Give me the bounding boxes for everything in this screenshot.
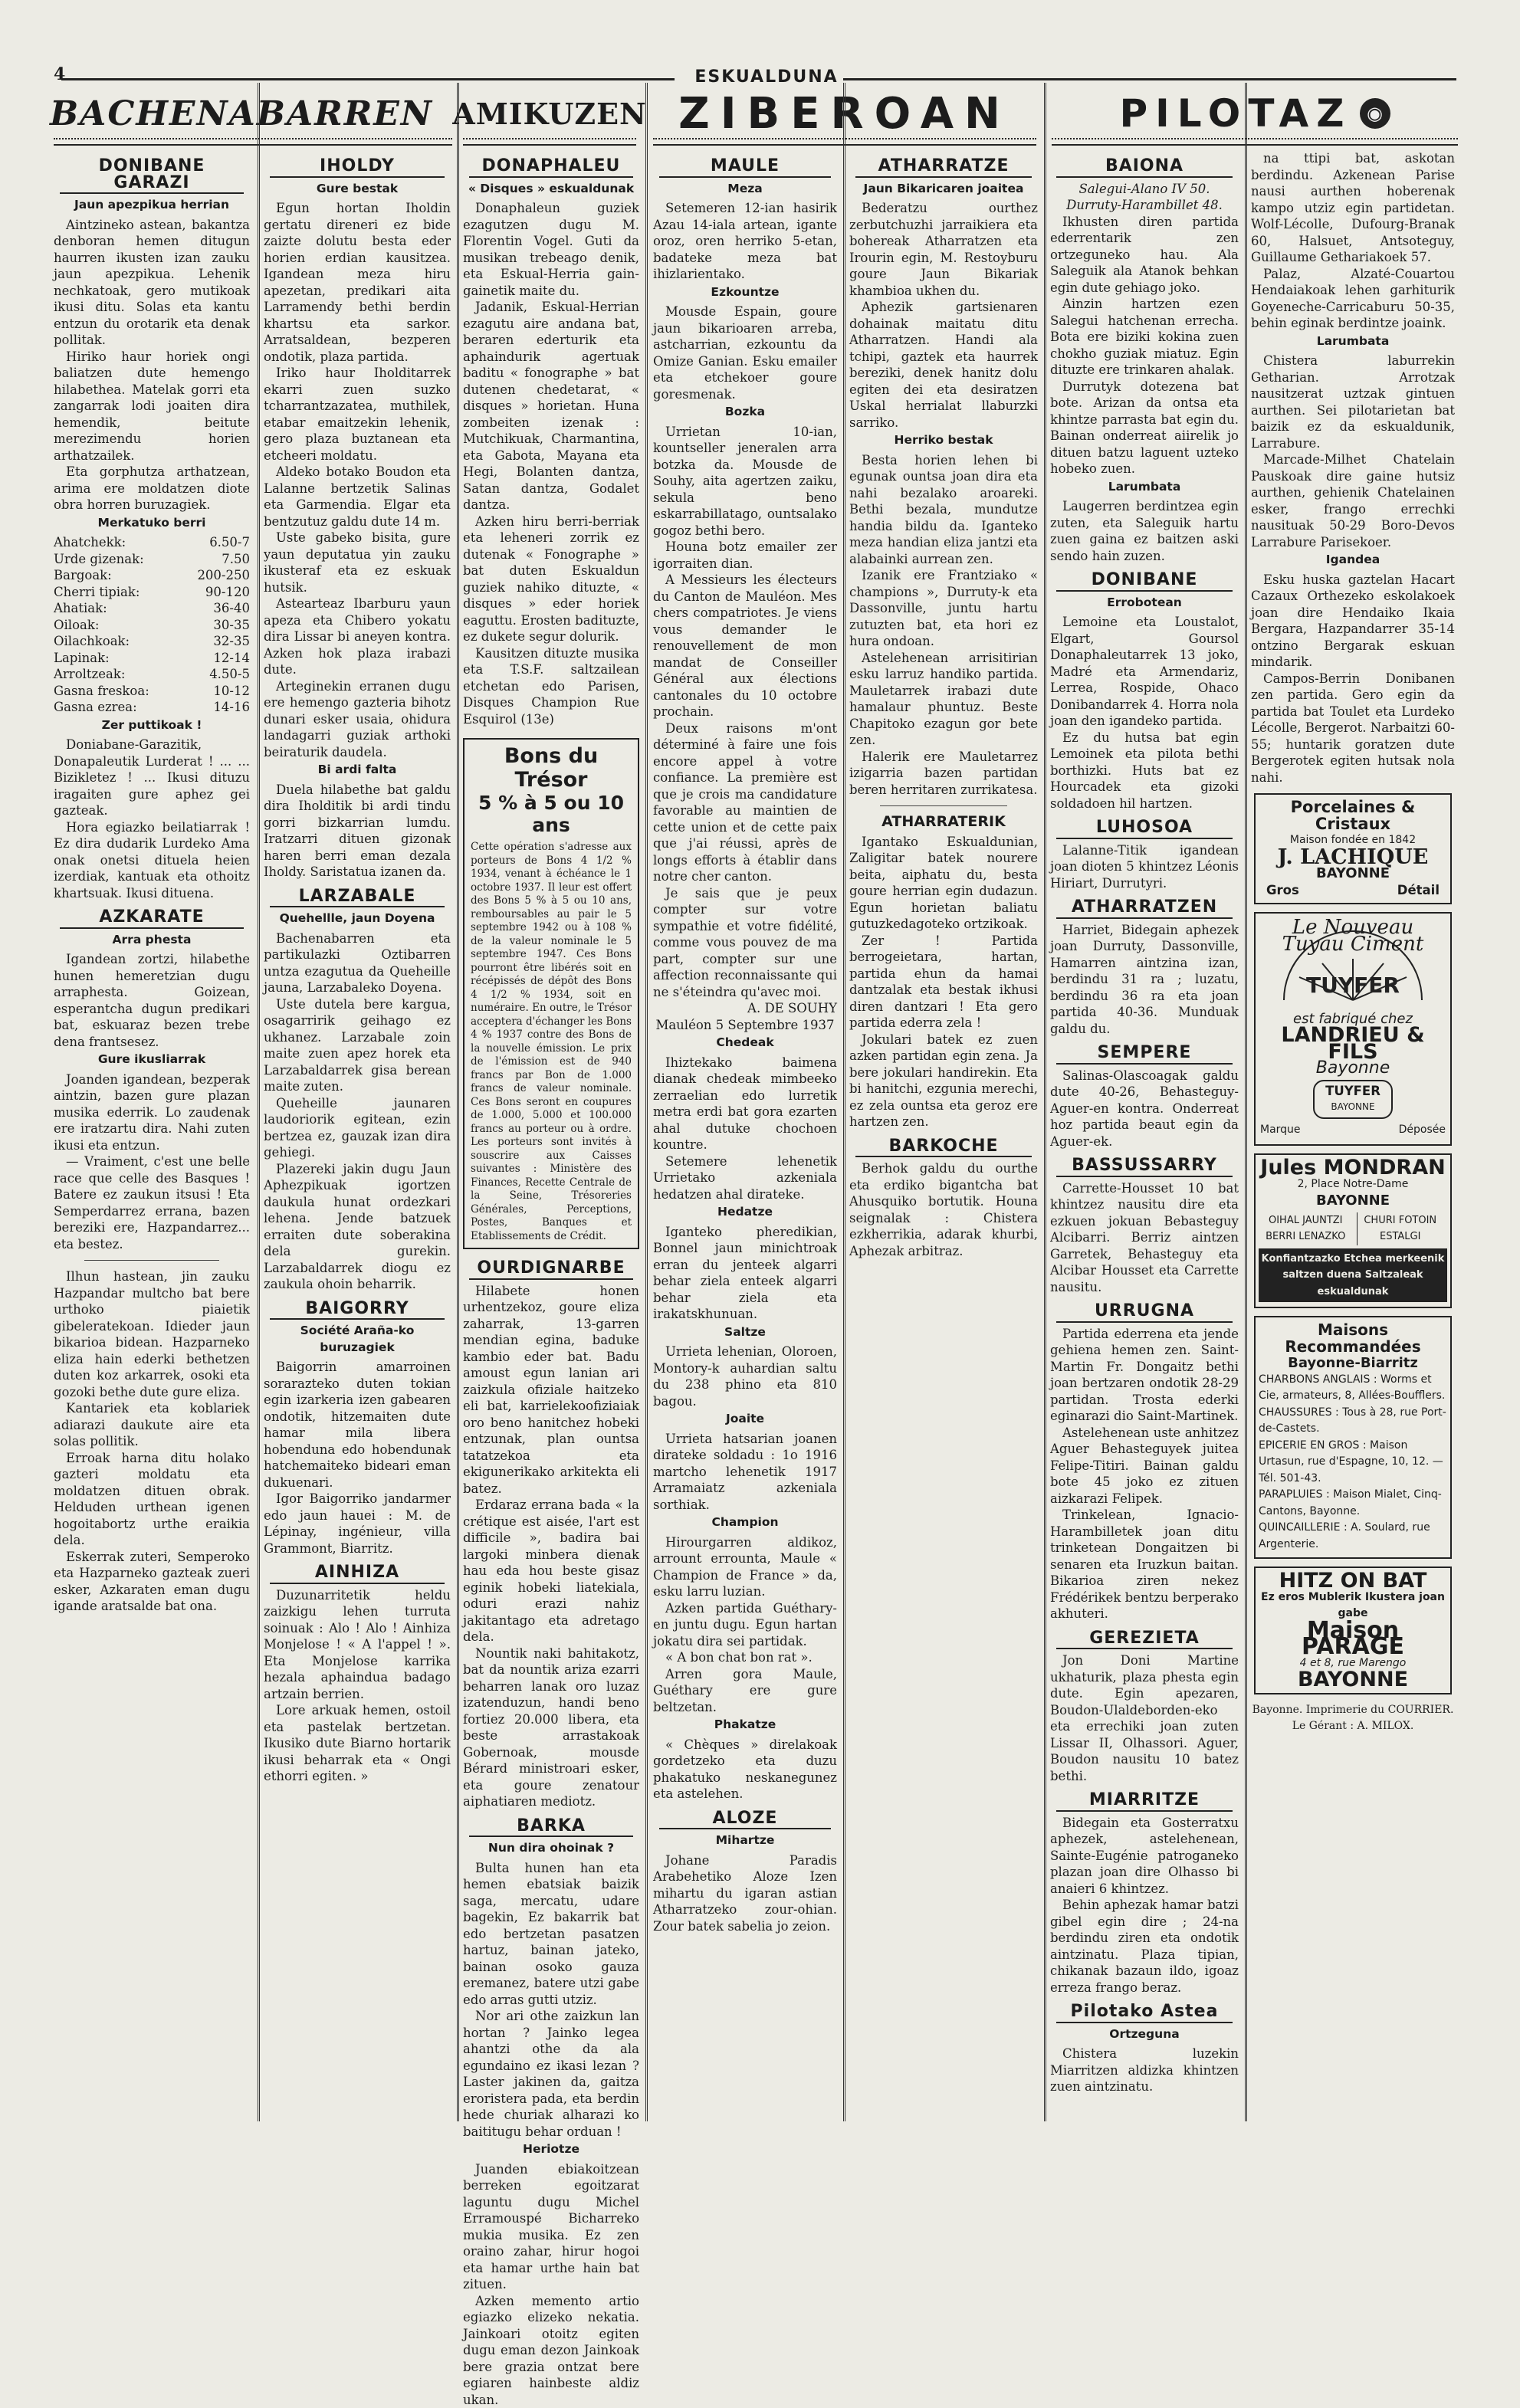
article-text: Joanden igandean, bezperak aintzin, bazen gure plazan musika ederrik. Lo zaudenak ere iratzartu dira. Nahi zuten ikusi eta entzun. [54, 1071, 250, 1154]
market-row [54, 567, 250, 584]
subhead: Champion [653, 1514, 837, 1531]
article-text: Egun hortan Iholdin gertatu direneri ez bide zaizte dolutu besta eder horien erdian kausitzea. Igandean meza hiru apezetan, predikari aita Larramendy bethi berdin khartsu eta sarkor. Arratsaldean, bezperen ondotik, plaza partida. [264, 200, 451, 365]
article-text: Hirourgarren aldikoz, arrount errounta, Maule « Champion de France » da, esku larru luzian. [653, 1534, 837, 1600]
headline-bassussarry: BASSUSSARRY [1056, 1157, 1233, 1177]
ad-line: BAYONNE [1259, 1671, 1447, 1688]
ad-line: BAYONNE [1259, 865, 1447, 882]
subhead: Jaun Bikaricaren joaitea [849, 181, 1038, 198]
rule-amikuzen [463, 138, 636, 146]
market-price: 7.50 [222, 551, 250, 568]
article-text: Mousde Espain, goure jaun bikarioaren arreba, astcharrian, ezkountu da Omize Ganian. Esku emailer eta etchekoer goure goresmenak. [653, 303, 837, 402]
top-rule-left [61, 78, 675, 80]
masthead: ESKUALDUNA [690, 67, 843, 87]
article-text: Juanden ebiakoitzean berreken egoitzarat laguntu dugu Michel Erramouspé Bicharreko mukia musika. Ez zen oraino zahar, hirur hogoi eta hamar urthe hain bat zituen. [463, 2161, 639, 2293]
article-text: Kantariek eta koblariek adiarazi daukute aire eta solas pollitik. [54, 1400, 250, 1450]
article-text: Azken partida Guéthary-en juntu dugu. Egun hartan jokatu dira sei partidak. [653, 1600, 837, 1650]
column-rule [1245, 83, 1247, 2121]
article-text: Zer ! Partida berrogeietara, hartan, partida ehun da hamai dantzalak eta bestak ikhusi diren dantzari ! Eta gero partida ederra zela ! [849, 933, 1038, 1032]
ad-line: 2, Place Notre-Dame [1259, 1176, 1447, 1193]
subhead: Hedatze [653, 1204, 837, 1221]
column-6 [1050, 150, 1239, 2114]
article-text: Ilhun hastean, jin zauku Hazpandar multcho bat bere urthoko piaietik gibeleratekoan. Idieder jaun bikarioa bidean. Hazparneko eliza hain ederki bethetzen duten koz arkarrek, osoki eta gozoki bethe dute gure eliza. [54, 1268, 250, 1400]
article-text: Igandean zortzi, hilabethe hunen hemeretzian dugu arraphesta. Goizean, esperantcha dugun predikari bat, eskuaraz bezen trebe dena frantsesez. [54, 951, 250, 1050]
ad-line: Konfiantzazko Etchea merkeenik saltzen duena Saltzaleak eskualdunak [1259, 1248, 1447, 1303]
market-price: 12-14 [213, 650, 250, 667]
article-text: Hora egiazko beilatiarrak ! Ez dira dudarik Lurdeko Ama onak onetsi dituela heien izerdiak, kantuak eta othoitz khartsuak. Ikusi dituena. [54, 819, 250, 902]
article-text: Laugerren berdintzea egin zuten, eta Saleguik hartu zuen gaina ez baitzen aski sendo hain zuzen. [1050, 498, 1239, 564]
bons-text: Cette opération s'adresse aux porteurs de Bons 4 1/2 % 1934, venant à échéance le 1 octobre 1937. Il leur est offert des Bons 5 % à 5 ou 10 ans, remboursables au pair le 5 septembre 1942 ou à 108 % de la valeur nominale le 5 septembre 1947. Ces Bons pourront être libérés soit en récépissés de dépôt des Bons 4 1/2 % 1934, soit en numéraire. En outre, le Trésor acceptera d'échanger les Bons 4 % 1937 contre des Bons de la nouvelle émission. Le prix de l'émission est de 940 francs par Bon de 1.000 francs de valeur nominale. Ces Bons seront en coupures de 1.000, 5.000 et 100.000 francs au porteur ou à ordre. Les porteurs sont invités à souscrire aux Caisses suivantes : Ministère des Finances, Recette Centrale de la Seine, Trésoreries Générales, Perceptions, Postes, Banques et Etablissements de Crédit. [471, 841, 632, 1243]
article-text: Halerik ere Mauletarrez izigarria bazen partidan beren herritaren zurrikatesa. [849, 749, 1038, 799]
article-text: Queheille jaunaren laudoriorik egitean, ezin bertzea ez, gauzak izan dira gehiegi. [264, 1095, 451, 1161]
headline-pilotako-astea: Pilotako Astea [1056, 2003, 1233, 2023]
subhead: Bozka [653, 404, 837, 421]
market-row [54, 699, 250, 716]
market-row [54, 650, 250, 667]
market-item: Lapinak: [54, 650, 110, 667]
headline-atharratze: ATHARRATZE [855, 158, 1032, 178]
ad-line: EPICERIE EN GROS : Maison Urtasun, rue d'Espagne, 10, 12. — Tél. 501-43. [1259, 1438, 1447, 1488]
column-rule [457, 83, 459, 2121]
market-row [54, 584, 250, 601]
market-item: Bargoak: [54, 567, 112, 584]
ad-line: Gros [1266, 882, 1299, 899]
article-text: Doniabane-Garazitik, Donapaleutik Lurderat ! ... ... Bizikletez ! ... Ikusi dituzu iragaiten gure aphez gei gazteak. [54, 737, 250, 819]
market-price-list [54, 534, 250, 716]
column-7 [1251, 150, 1455, 2114]
article-text: Palaz, Alzaté-Couartou Hendaiakoak lehen garhiturik Goyeneche-Carricaburu 50-35, behin eginak berdintze joaink. [1251, 266, 1455, 332]
article-text: Astearteaz Ibarburu yaun apeza eta Chibero yokatu dira Lissar bi aneyen kontra. Azken hok plaza irabazi dute. [264, 595, 451, 678]
column-3 [463, 150, 639, 2114]
market-row [54, 683, 250, 700]
subhead: Saltze [653, 1324, 837, 1341]
article-text: Salinas-Olascoagak galdu dute 40-26, Behasteguy-Aguer-en kontra. Onderreat hoz partida beaut egin da Aguer-ek. [1050, 1068, 1239, 1150]
ad-line: PARAPLUIES : Maison Mialet, Cinq-Cantons, Bayonne. [1259, 1487, 1447, 1520]
article-text: Plazereki jakin dugu Jaun Aphezpikuak igortzen daukula hunat ordezkari lehena. Jende batzuek erraiten dute soberakina dela gurekin. Larzabaldarrek diogu ez zaukula ohoin beharrik. [264, 1161, 451, 1293]
ad-line: OIHAL JAUNTZI BERRI LENAZKO [1263, 1212, 1348, 1245]
headline-atharratzen: ATHARRATZEN [1056, 899, 1233, 919]
market-price: 200-250 [197, 567, 250, 584]
ad-line: Maisons Recommandées [1259, 1322, 1447, 1355]
ad-line: TUYFER [1325, 1083, 1380, 1100]
market-heading: Merkatuko berri [54, 515, 250, 532]
article-text: Aldeko botako Boudon eta Lalanne bertzetik Salinas eta Garmendia. Elgar eta bentzutuz galdu dute 14 m. [264, 464, 451, 530]
column-rule [258, 83, 260, 2121]
score-line: Durruty-Harambillet 48. [1050, 197, 1239, 214]
article-text: Erdaraz errana bada « la crétique est aisée, l'art est difficile », badira bai largoki minbera dienak hau eda hou beste gisaz eginik hobeki liatekiala, oduri erazi nahiz jakitantago eta adretago dela. [463, 1497, 639, 1645]
market-row [54, 600, 250, 617]
headline-donaphaleu: DONAPHALEU [469, 158, 633, 178]
article-text: Ez du hutsa bat egin Lemoinek eta pilota bethi borthizki. Huts bat ez Hourcadek eta gizoki soldadoen hil hartzen. [1050, 730, 1239, 812]
article-text: Duzunarritetik heldu zaizkigu lehen turruta soinuak : Alo ! Alo ! Ainhiza Monjelose ! « A l'appel ! ». Eta Monjelose karrika hezala aphaindua badago artzain berrien. [264, 1587, 451, 1703]
market-price: 10-12 [213, 683, 250, 700]
article-text: Nor ari othe zaizkun lan hortan ? Jainko legea ahantzi othe da ala egundaino ez ikasi lezan ? Laster jakinen da, gaitza eroristera pada, eta berdin hede churiak alharazi ko baititugu behar orduan ! [463, 2008, 639, 2140]
score-line: Salegui-Alano IV 50. [1050, 181, 1239, 198]
article-text: Kausitzen dituzte musika eta T.S.F. saltzailean etchetan edo Parisen, Disques Champion Rue Esquirol (13e) [463, 645, 639, 728]
headline-aloze: ALOZE [659, 1810, 831, 1830]
market-item: Gasna freskoa: [54, 683, 149, 700]
article-text: Berhok galdu du ourthe eta erdiko bigantcha bat Ahusquiko bortutik. Houna seignalak : Chistera ezkherrikia, adarak khurbi, Aphezak arbitraz. [849, 1160, 1038, 1259]
ad-maisons-recommandees [1254, 1316, 1452, 1559]
article-text: Aintzineko astean, bakantza denboran hemen ditugun haurren ikusten izan zauku jaun apezpikua. Lehenik nechkatoak, gero mutikoak ikusi ditu. Solas eta kantu entzun du orotarik eta denak pollitak. [54, 217, 250, 349]
ad-maison-parage [1254, 1567, 1452, 1694]
subhead: Herriko bestak [849, 432, 1038, 449]
article-text: Setemeren 12-ian hasirik Azau 14-iala artean, igante oroz, oren herriko 5-etan, badateke meza bat ihizlarientako. [653, 200, 837, 283]
article-text: Chistera laburrekin Getharian. Arrotzak nausitzerat uztzak gintuen aurthen. Sei pilotarietan bat baizik ez da eskualdunik, Larrabure. [1251, 353, 1455, 451]
subhead: Larumbata [1050, 479, 1239, 496]
ad-line: Porcelaines & Cristaux [1259, 799, 1447, 832]
article-text: Donaphaleun guziek ezagutzen dugu M. Florentin Vogel. Guti da musikan trebeago denik, eta Eskual-Herria gain-gainetik maite du. [463, 200, 639, 299]
market-row [54, 633, 250, 650]
article-text: Houna botz emailer zer igorraiten dian. [653, 539, 837, 572]
article-text: Bidegain eta Gosterratxu aphezek, astelehenean, Sainte-Eugénie patroganeko plazan joan dire Olhasso bi anaieri 6 khintzez. [1050, 1815, 1239, 1898]
article-text: Lemoine eta Loustalot, Elgart, Goursol Donaphaleutarrek 13 joko, Madré eta Armendariz, Lerrea, Rospide, Ohaco Donibandarrek 4. Horra nola joan den igandeko partida. [1050, 614, 1239, 730]
headline-barkoche: BARKOCHE [855, 1138, 1032, 1158]
article-text: Harriet, Bidegain aphezek joan Durruty, Dassonville, Hamarren aintzina izan, berdindu 31 ra ; luzatu, berdindu 36 ra eta joan partida 40-36. Munduak galdu du. [1050, 922, 1239, 1038]
subhead: Errobotean [1050, 595, 1239, 612]
printer-line: Bayonne. Imprimerie du COURRIER. [1251, 1702, 1455, 1719]
ad-line: HITZ ON BAT [1259, 1573, 1447, 1589]
article-text: Izanik ere Frantziako « champions », Durruty-k eta Dassonville, juntu hartu zutuzten bat, eta hori ez hura ondoan. [849, 567, 1038, 650]
article-text: Astelehenean uste anhitzez Aguer Behasteguyek juitea Felipe-Titiri. Bainan galdu bote 45 joko ez zituen aizkarazi Felipek. [1050, 1425, 1239, 1507]
subhead: Gure ikusliarrak [54, 1051, 250, 1068]
ad-line: BAYONNE [1325, 1099, 1380, 1116]
ad-mondran [1254, 1153, 1452, 1308]
article-text: Urrietan 10-ian, kountseller jeneralen arra botzka da. Mousde de Souhy, aita agertzen zaiku, sekula beno eskarrabillatago, ountsalako gogoz bethi bero. [653, 424, 837, 540]
subhead: « Disques » eskualdunak [463, 181, 639, 198]
bons-subtitle: 5 % à 5 ou 10 ans [471, 792, 632, 836]
ad-line: Le Nouveau Tuyau Ciment [1260, 920, 1446, 953]
article-text: Aphezik gartsienaren dohainak maitatu ditu Atharratzen. Handi ala tchipi, gaztek eta haurrek bereziki, denek hanitz dolu egiten dei eta desiratzen Uskal herrialat llaburzki sarriko. [849, 299, 1038, 431]
article-text: Igor Baigorriko jandarmer edo jaun hauei : M. de Lépinay, ingénieur, villa Grammont, Biarritz. [264, 1491, 451, 1557]
market-item: Gasna ezrea: [54, 699, 137, 716]
article-text: Ikhusten diren partida ederrentarik zen ortzeguneko hau. Ala Saleguik ala Atanok behkan egin dute gehiago joko. [1050, 214, 1239, 297]
article-text: Arteginekin erranen dugu ere hemengo gazteria bihotz dunari esker usaia, ohidura landagarri guziak arthoki beiraturik daudela. [264, 678, 451, 761]
article-text: Bederatzu ourthez zerbutchuzhi jarraikiera eta bohereak Atharratzen eta Irourin egin, M. Restoyburu goure Jaun Bikariak khambioa ukhen du. [849, 200, 1038, 299]
headline-barka: BARKA [469, 1818, 633, 1838]
article-text: Bachenabarren eta partikulazki Oztibarren untza ezagutua da Queheille jauna, Larzabaleko Doyena. [264, 930, 451, 996]
ad-line: est fabriqué chez [1260, 1011, 1446, 1028]
market-row [54, 666, 250, 683]
market-item: Ahatiak: [54, 600, 107, 617]
column-5 [849, 150, 1038, 2114]
subhead: Arra phesta [54, 932, 250, 949]
section-title-ziberoan: ZIBEROAN [653, 90, 1036, 136]
subhead: Ortzeguna [1050, 2026, 1239, 2043]
headline-miarritze: MIARRITZE [1056, 1792, 1233, 1812]
article-text: Bulta hunen han eta hemen ebatsiak baizik saga, mercatu, udare bagekin, Ez bakarrik bat edo bertzetan pasatzen hartuz, bainan jateko, bainan osoko gauza eremanez, batere utzi gabe edo arras gutti utziz. [463, 1860, 639, 2009]
article-text: Uste gabeko bisita, gure yaun deputatua yin zauku ikusteraf eta ez eskuak hutsik. [264, 530, 451, 595]
article-text: Azken memento artio egiazko elizeko nekatia. Jainkoari otoitz egiten dugu eman dezon Jainkoak bere grazia ontzat bere egiaren hainbeste aldiz ukan. [463, 2293, 639, 2408]
ad-lachique [1254, 793, 1452, 904]
article-text: Chistera luzekin Miarritzen aldizka khintzen zuen aintzinatu. [1050, 2045, 1239, 2095]
headline-iholdy: IHOLDY [270, 158, 445, 178]
subhead: Meza [653, 181, 837, 198]
market-item: Urde gizenak: [54, 551, 144, 568]
article-text: « Chèques » direlakoak gordetzeko eta duzu phakatuko neskanegunez eta astelehen. [653, 1737, 837, 1803]
article-text: Partida ederrena eta jende gehiena hemen zen. Saint-Martin Fr. Dongaitz bethi joan bertzaren ondotik 28-29 partidan. Trosta ederki eginarazi dio Saint-Martinek. [1050, 1326, 1239, 1425]
article-text: Behin aphezak hamar batzi gibel egin dire ; 24-na berdindu ziren eta ondotik aintzinatu. Plaza tipian, chikanak bazaun ildo, igoaz erreza frango beraz. [1050, 1897, 1239, 1996]
article-text: Setemere lehenetik Urrietako azkeniala hedatzen ahal dirateke. [653, 1153, 837, 1203]
column-rule [645, 83, 648, 2121]
headline-luhosoa: LUHOSOA [1056, 819, 1233, 839]
ad-tuyfer [1254, 912, 1452, 1146]
article-text: Je sais que je peux compter sur votre sympathie et votre fidélité, comme vous pouvez de ma part, compter sur une affection reconnaissante qui ne s'éteindra qu'avec moi. [653, 885, 837, 1001]
article-text: Hilabete honen urhentzekoz, goure eliza zaharrak, 13-garren mendian egina, baduke kambio eder bat. Badu amoust egun lanian ari zaizkula ofiziale haitzeko eli bat, karrielekoofiziaiak oro beno hanitchez hobeki entzunak, plan ountsa tatatzekoa eta ekigunerikako arkitekta eli batez. [463, 1283, 639, 1498]
ad-line: 4 et 8, rue Marengo [1259, 1655, 1447, 1672]
ad-line: BAYONNE [1259, 1193, 1447, 1209]
sun-rays-icon [1269, 953, 1437, 1006]
market-item: Arroltzeak: [54, 666, 125, 683]
headline-ourdignarbe: OURDIGNARBE [469, 1260, 633, 1280]
article-text: Ainzin hartzen ezen Salegui hatchenan errecha. Bota ere biziki kokina zuen chokho guziak miatuz. Egin dituzte ere trinkaren ahalak. [1050, 296, 1239, 379]
article-text: — Vraiment, c'est une belle race que celle des Basques ! Batere ez zaukun itsusi ! Eta Semperdarrez errana, bazen bereziki ere, Hazpandarrez... eta bestez. [54, 1153, 250, 1252]
ad-line: CHURI FOTOIN ESTALGI [1357, 1212, 1443, 1245]
article-text: Duela hilabethe bat galdu dira Iholditik bi ardi tindu gorri bizkarrian lumdu. Iratzarri dituen gizonak haren berri eman dezala Iholdy. Saristatua izanen da. [264, 782, 451, 881]
subhead: Nun dira ohoinak ? [463, 1840, 639, 1857]
headline-baigorry: BAIGORRY [270, 1301, 445, 1320]
subhead: Société Araña-ko buruzagiek [264, 1323, 451, 1356]
section-title-amikuzen: AMIKUZEN [463, 90, 636, 136]
article-text: A Messieurs les électeurs du Canton de Mauléon. Mes chers compatriotes. Je viens vous demander le renouvellement de mon mandat de Conseiller Général aux élections cantonales du 10 octobre prochain. [653, 572, 837, 720]
market-price: 4.50-5 [209, 666, 250, 683]
article-text: Urrieta hatsarian joanen dirateke soldadu : 1o 1916 martcho lehenetik 1917 Arramaiatz azkeniala sorthiak. [653, 1431, 837, 1514]
headline-donibane-garazi: DONIBANE GARAZI [60, 158, 244, 194]
market-price: 30-35 [213, 617, 250, 634]
article-text: na ttipi bat, askotan berdindu. Azkenean Parise nausi aurthen hoberenak kampo utziz egin partidetan. Wolf-Lécolle, Dufourg-Branak 60, Halsuet, Antsoteguy, Guillaume Gethariakoek 57. [1251, 150, 1455, 266]
subhead: Zer puttikoak ! [54, 717, 250, 734]
page-number: 4 [54, 64, 65, 84]
article-text: Baigorrin amarroinen sorarazteko duten tokian egin izarkeria izen gabearen ondotik, hitzemaiten dute hamar mila libera hobenduna edo hobendunak hatchemaiteko bideari eman dukuenari. [264, 1359, 451, 1491]
article-text: Iganteko pheredikian, Bonnel jaun minichtroak erran du jenteek algarri behar ziela enteek algarri behar ziela eta irakatskhunuan. [653, 1224, 837, 1323]
article-text: Lalanne-Titik igandean joan dioten 5 khintzez Léonis Hiriart, Durrutyri. [1050, 842, 1239, 892]
subhead: ATHARRATERIK [849, 814, 1038, 831]
article-text: Erroak harna ditu holako gazteri moldatu eta moldatzen dituen obrak. Helduden urthean igenen hogoitabortz urthe eraikia dela. [54, 1450, 250, 1549]
ad-line: Maison fondée en 1842 [1259, 832, 1447, 849]
section-title-bachenabarren: BACHENABARREN [69, 90, 414, 136]
headline-larzabale: LARZABALE [270, 888, 445, 908]
article-text: Deux raisons m'ont déterminé à faire une fois encore appel à votre confiance. La première est que je crois ma candidature favorable au maintien de cette union et de cette paix que j'ai réussi, après de longs efforts à établir dans notre cher canton. [653, 720, 837, 885]
article-text: Igantako Eskualdunian, Zaligitar batek nourere beita, aiphatu du, besta goure herrian egin dudazun. Egun horietan baliatu gutuzkedagoteko ortzikoak. [849, 834, 1038, 933]
article-text: Marcade-Milhet Chatelain Pauskoak dire gaine hutsiz aurthen, gehienik Chatelainen esker, frango errechki nausituak 50-29 Boro-Devos Larrabure Parisekoer. [1251, 451, 1455, 550]
separator [84, 1260, 219, 1261]
tuyfer-logo: TUYFER [1306, 973, 1400, 998]
market-price: 32-35 [213, 633, 250, 650]
subhead: Ezkountze [653, 284, 837, 301]
article-text: Lore arkuak hemen, ostoil eta pastelak bertzetan. Ikusiko dute Biarno hortarik ikusi beharrak eta « Ongi ethorri egiten. » [264, 1702, 451, 1785]
article-text: Johane Paradis Arabehetiko Aloze Izen mihartu du igaran astian Atharratzeko zour-ohian. Zour batek sabelia jo zeion. [653, 1852, 837, 1935]
article-text: Nountik naki bahitakotz, bat da nountik ariza ezarri beharren lanak oro luzaz izatenduzun, handi beno fortiez 20.000 libera, eta beste arrastakoak Gobernoak, mousde Bérard ministroari esker, eta goure zenatour aiphatiaren mediotz. [463, 1645, 639, 1810]
ad-line: Marque [1260, 1122, 1301, 1139]
subhead: Joaite [653, 1411, 837, 1428]
market-item: Oiloak: [54, 617, 99, 634]
market-price: 14-16 [213, 699, 250, 716]
bons-du-tresor-notice [463, 738, 639, 1249]
ad-line: LANDRIEU & FILS [1260, 1027, 1446, 1060]
subhead: Larumbata [1251, 333, 1455, 350]
article-text: Uste dutela bere kargua, osagarririk geihago ez ukhanez. Larzabale zoin maite zuen apez horek eta Larzabaldarrek gisa berean maite zuten. [264, 996, 451, 1095]
subhead: Quehellle, jaun Doyena [264, 910, 451, 927]
subhead: Chedeak [653, 1035, 837, 1051]
pelota-ball-icon: ◉ [1360, 98, 1390, 129]
tuyfer-stamp [1313, 1080, 1393, 1119]
signature: A. DE SOUHY [653, 1000, 837, 1017]
article-text: « A bon chat bon rat ». [653, 1649, 837, 1666]
market-item: Cherri tipiak: [54, 584, 140, 601]
section-title-pilotaz [1052, 90, 1458, 136]
article-text: Besta horien lehen bi egunak ountsa joan dira eta nahi bezalako aroareki. Bethi bezala, mundutze handia bildu da. Iganteko meza handian eliza jantzi eta alabainki aurrean zen. [849, 452, 1038, 568]
market-row [54, 534, 250, 551]
ad-line: Jules MONDRAN [1259, 1160, 1447, 1176]
ad-line: Maison PARAGE [1259, 1622, 1447, 1655]
headline-donibane: DONIBANE [1056, 572, 1233, 592]
subhead: Mihartze [653, 1832, 837, 1849]
article-text: Eta gorphutza arthatzean, arima ere moldatzen diote obra horren buruzagiek. [54, 464, 250, 513]
headline-sempere: SEMPERE [1056, 1045, 1233, 1065]
market-row [54, 617, 250, 634]
dateline: Mauléon 5 Septembre 1937 [653, 1017, 837, 1034]
headline-maule: MAULE [659, 158, 831, 178]
article-text: Jon Doni Martine ukhaturik, plaza phesta egin dute. Egin apezaren, Boudon-Ulaldeborden-eko eta errechiki joan zuten Lissar II, Olhassori. Aguer, Boudon nausitu 10 batez bethi. [1050, 1652, 1239, 1784]
article-text: Urrieta lehenian, Oloroen, Montory-k auhardian saltu du 238 phino eta 810 bagou. [653, 1343, 837, 1409]
market-price: 36-40 [213, 600, 250, 617]
market-price: 90-120 [205, 584, 250, 601]
market-row [54, 551, 250, 568]
ad-line: CHAUSSURES : Tous à 28, rue Port-de-Castets. [1259, 1405, 1447, 1438]
article-text: Durrutyk dotezena bat bote. Arizan da ontsa eta khintze parrasta bat egin du. Bainan onderreat aiirelik jo dituen batzu laguent uzteko hobeko zuen. [1050, 379, 1239, 477]
article-text: Azken hiru berri-berriak eta leheneri zorrik ez dutenak « Fonographe » bat duten Eskualdun guziek nahiko dituzte, « disques » eder horiek eaguttu. Erosten badituzte, ez dukete segur dolurik. [463, 513, 639, 645]
column-rule [843, 83, 845, 2121]
rule-bachenabarren [54, 138, 452, 146]
subhead: Heriotze [463, 2141, 639, 2158]
article-text: Carrette-Housset 10 bat khintzez nausitu dire eta ezkuen jokuan Bebasteguy Alcibarri. Berriz aintzen Garretek, Behasteguy eta Alcibar Housset eta Carrette nausitu. [1050, 1180, 1239, 1296]
ad-line: Ez eros Mublerik Ikustera joan gabe [1259, 1589, 1447, 1622]
article-text: Ihiztekako baimena dianak chedeak mimbeeko zerraelian edo lurretik metra erdi bat gora ezarten ahal dutuke chochoen kountre. [653, 1055, 837, 1153]
pilotaz-label: PILOTAZ [1119, 91, 1351, 136]
article-text: Iriko haur Iholditarrek ekarri zuen suzko tcharrantzazatea, muthilek, etabar emaitzekin lehenik, gero plaza buztanean eta etcheeri moldatu. [264, 365, 451, 464]
subhead: Igandea [1251, 552, 1455, 569]
market-item: Oilachkoak: [54, 633, 130, 650]
ad-line: Détail [1397, 882, 1440, 899]
ad-line: CHARBONS ANGLAIS : Worms et Cie, armateurs, 8, Allées-Boufflers. [1259, 1372, 1447, 1405]
ad-line: QUINCAILLERIE : A. Soulard, rue Argenterie. [1259, 1520, 1447, 1553]
gerant-line: Le Gérant : A. MILOX. [1251, 1718, 1455, 1735]
top-rule-right [843, 78, 1456, 80]
headline-gerezieta: GEREZIETA [1056, 1630, 1233, 1650]
article-text: Eskerrak zuteri, Semperoko eta Hazparneko gazteak zueri esker, Azkaraten eman dugu igande aratsalde bat ona. [54, 1549, 250, 1615]
article-text: Astelehenean arrisitirian esku larruz handiko partida. Mauletarrek irabazi dute hamalaur phuntuz. Beste Chapitoko ezagun gor bete zen. [849, 650, 1038, 749]
subhead: Jaun apezpikua herrian [54, 197, 250, 214]
market-item: Ahatchekk: [54, 534, 126, 551]
column-1 [54, 150, 250, 2114]
rule-pilotaz [1052, 138, 1458, 146]
bons-title: Bons du Trésor [471, 744, 632, 792]
subhead: Bi ardi falta [264, 762, 451, 779]
headline-baiona: BAIONA [1056, 158, 1233, 178]
column-4 [653, 150, 837, 2114]
ad-line: Bayonne [1260, 1060, 1446, 1077]
market-price: 6.50-7 [209, 534, 250, 551]
separator [880, 805, 1007, 806]
article-text: Campos-Berrin Donibanen zen partida. Gero egin da partida bat Toulet eta Lurdeko Lécolle, Bergerot. Narbaitzi 60-55; huntarik goratzen dute Bergerotek egiten hutsak nola nahi. [1251, 671, 1455, 786]
article-text: Jadanik, Eskual-Herrian ezagutu aire andana bat, beraren ederturik eta aphaindurik agertuak baditu « fonographe » bat dutenen chedetarat, « disques » horietan. Huna zombeiten izenak : Mutchikuak, Charmantina, eta Gabota, Mayana eta Hegi, Bolanten dantza, Satan dantza, Godalet dantza. [463, 299, 639, 513]
headline-azkarate: AZKARATE [60, 909, 244, 929]
headline-ainhiza: AINHIZA [270, 1564, 445, 1584]
article-text: Arren gora Maule, Guéthary ere gure beltzetan. [653, 1666, 837, 1716]
article-text: Trinkelean, Ignacio-Harambilletek joan ditu trinketean Dongaitzen bi senaren eta Iruzkun baitan. Bikarioa ziren nekez Frédérikek bentzu berperako akhuteri. [1050, 1507, 1239, 1622]
article-text: Jokulari batek ez zuen azken partidan egin zena. Ja bere jokulari handirekin. Eta bi hanitchi, ezgunia merechi, ez zela ountsa eta geroz ere hartzen zen. [849, 1032, 1038, 1130]
article-text: Esku huska gaztelan Hacart Cazaux Orthezeko eskolakoek joan dire Hendaiko Ikaia Bergara, Hazpandarrer 35-14 ontzino Bergarak eskuan mindarik. [1251, 572, 1455, 671]
ad-line: Bayonne-Biarritz [1259, 1355, 1447, 1372]
subhead: Phakatze [653, 1717, 837, 1734]
column-2 [264, 150, 451, 2114]
headline-urrugna: URRUGNA [1056, 1303, 1233, 1323]
ad-line: Déposée [1399, 1122, 1446, 1139]
subhead: Gure bestak [264, 181, 451, 198]
column-rule [1044, 83, 1046, 2121]
ad-line: J. LACHIQUE [1259, 849, 1447, 866]
article-text: Hiriko haur horiek ongi baliatzen dute hemengo hilabethea. Matelak gorri eta zangarrak lodi joaiten dira hemendik, beitute merezimendu horien arthatzailek. [54, 349, 250, 464]
